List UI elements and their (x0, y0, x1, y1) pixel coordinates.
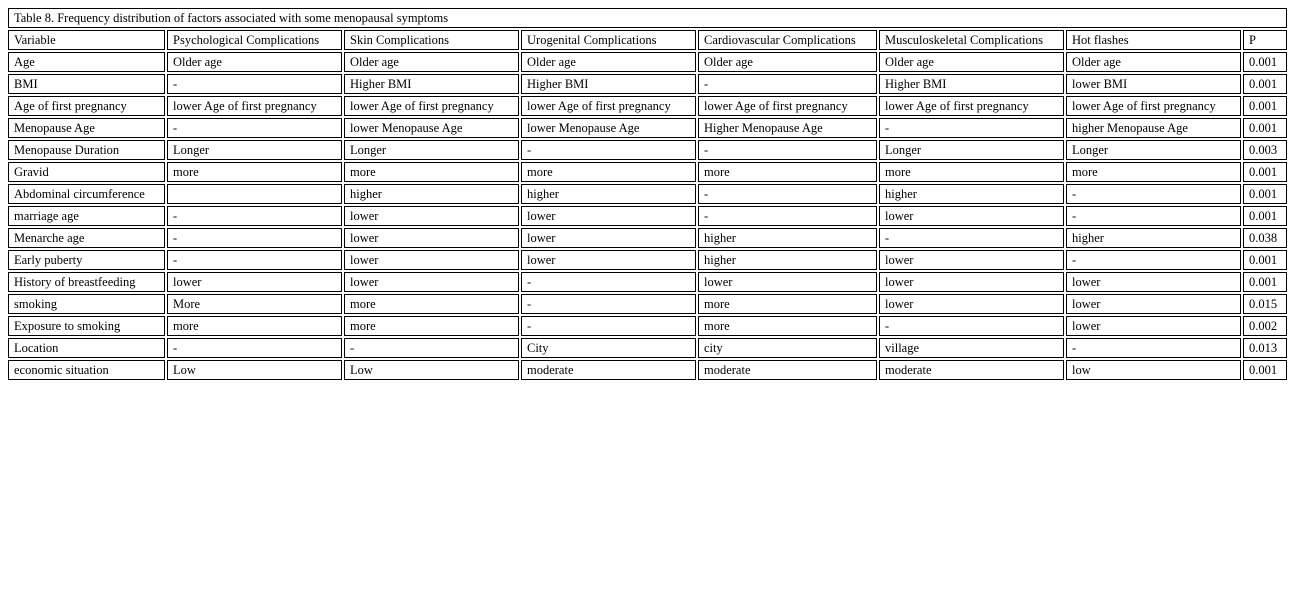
table-cell: - (521, 272, 696, 292)
table-cell: more (698, 294, 877, 314)
table-cell: - (521, 294, 696, 314)
table-row (8, 250, 1287, 270)
table-cell: - (167, 228, 342, 248)
header-cell: P (1243, 30, 1287, 50)
table-row (8, 162, 1287, 182)
p-value-cell: 0.038 (1243, 228, 1287, 248)
table-cell: Longer (879, 140, 1064, 160)
p-value-cell: 0.001 (1243, 118, 1287, 138)
table-cell: lower (521, 250, 696, 270)
p-value-cell: 0.001 (1243, 206, 1287, 226)
table-cell: higher (344, 184, 519, 204)
table-cell: higher Menopause Age (1066, 118, 1241, 138)
table-cell: lower (344, 250, 519, 270)
table-cell: Higher BMI (344, 74, 519, 94)
table-cell: Older age (1066, 52, 1241, 72)
table-cell: - (1066, 206, 1241, 226)
table-container (6, 6, 1287, 382)
row-label-cell: Early puberty (8, 250, 165, 270)
p-value-cell: 0.001 (1243, 74, 1287, 94)
table-cell: lower Age of first pregnancy (698, 96, 877, 116)
row-label-cell: Gravid (8, 162, 165, 182)
table-cell: city (698, 338, 877, 358)
p-value-cell: 0.001 (1243, 184, 1287, 204)
row-label-cell: Age (8, 52, 165, 72)
header-cell: Urogenital Complications (521, 30, 696, 50)
table-cell: Longer (344, 140, 519, 160)
table-cell: - (1066, 250, 1241, 270)
table-cell: Higher Menopause Age (698, 118, 877, 138)
table-cell: lower (1066, 316, 1241, 336)
table-cell: moderate (698, 360, 877, 380)
table-cell (167, 184, 342, 204)
table-cell: - (167, 250, 342, 270)
table-cell: lower (1066, 272, 1241, 292)
table-cell: - (879, 316, 1064, 336)
table-cell: - (879, 118, 1064, 138)
table-cell: - (167, 206, 342, 226)
table-cell: more (344, 294, 519, 314)
table-cell: lower (344, 206, 519, 226)
table-cell: lower BMI (1066, 74, 1241, 94)
table-cell: higher (1066, 228, 1241, 248)
table-cell: more (1066, 162, 1241, 182)
table-cell: higher (521, 184, 696, 204)
table-cell: more (344, 162, 519, 182)
table-cell: lower (879, 294, 1064, 314)
table-cell: - (521, 316, 696, 336)
table-cell: lower Age of first pregnancy (521, 96, 696, 116)
row-label-cell: smoking (8, 294, 165, 314)
table-cell: more (521, 162, 696, 182)
table-row (8, 140, 1287, 160)
p-value-cell: 0.001 (1243, 360, 1287, 380)
table-cell: - (879, 228, 1064, 248)
table-cell: moderate (879, 360, 1064, 380)
table-cell: - (167, 118, 342, 138)
table-row (8, 338, 1287, 358)
table-cell: lower Age of first pregnancy (344, 96, 519, 116)
table-cell: lower (879, 272, 1064, 292)
table-row (8, 272, 1287, 292)
table-cell: village (879, 338, 1064, 358)
table-cell: low (1066, 360, 1241, 380)
table-row (8, 360, 1287, 380)
table-row (8, 206, 1287, 226)
table-cell: - (698, 140, 877, 160)
table-cell: lower (167, 272, 342, 292)
table-cell: Older age (344, 52, 519, 72)
table-row (8, 184, 1287, 204)
header-cell: Skin Complications (344, 30, 519, 50)
p-value-cell: 0.001 (1243, 162, 1287, 182)
table-cell: lower (521, 228, 696, 248)
p-value-cell: 0.001 (1243, 52, 1287, 72)
p-value-cell: 0.015 (1243, 294, 1287, 314)
row-label-cell: Location (8, 338, 165, 358)
table-cell: More (167, 294, 342, 314)
table-cell: Older age (521, 52, 696, 72)
row-label-cell: Abdominal circumference (8, 184, 165, 204)
table-cell: more (167, 316, 342, 336)
row-label-cell: Age of first pregnancy (8, 96, 165, 116)
header-cell: Musculoskeletal Complications (879, 30, 1064, 50)
table-cell: Older age (698, 52, 877, 72)
p-value-cell: 0.013 (1243, 338, 1287, 358)
table-cell: Higher BMI (879, 74, 1064, 94)
table-row (8, 96, 1287, 116)
table-row (8, 228, 1287, 248)
table-cell: - (698, 206, 877, 226)
p-value-cell: 0.001 (1243, 250, 1287, 270)
header-cell: Hot flashes (1066, 30, 1241, 50)
table-cell: lower (344, 272, 519, 292)
table-cell: lower Age of first pregnancy (1066, 96, 1241, 116)
row-label-cell: Menopause Duration (8, 140, 165, 160)
table-row (8, 316, 1287, 336)
p-value-cell: 0.001 (1243, 96, 1287, 116)
table-cell: higher (879, 184, 1064, 204)
table-cell: lower (879, 206, 1064, 226)
table-cell: lower Menopause Age (521, 118, 696, 138)
table-row (8, 52, 1287, 72)
row-label-cell: BMI (8, 74, 165, 94)
table-cell: lower (1066, 294, 1241, 314)
table-cell: Longer (167, 140, 342, 160)
row-label-cell: History of breastfeeding (8, 272, 165, 292)
p-value-cell: 0.001 (1243, 272, 1287, 292)
table-cell: Higher BMI (521, 74, 696, 94)
table-cell: lower (698, 272, 877, 292)
header-cell: Variable (8, 30, 165, 50)
table-cell: - (167, 74, 342, 94)
table-cell: - (1066, 184, 1241, 204)
table-cell: more (698, 316, 877, 336)
table-cell: Older age (167, 52, 342, 72)
table-cell: higher (698, 228, 877, 248)
table-cell: Low (344, 360, 519, 380)
table-cell: Longer (1066, 140, 1241, 160)
table-cell: more (167, 162, 342, 182)
row-label-cell: economic situation (8, 360, 165, 380)
caption-row (8, 8, 1287, 28)
header-row (8, 30, 1287, 50)
table-cell: higher (698, 250, 877, 270)
table-cell: lower Age of first pregnancy (879, 96, 1064, 116)
row-label-cell: marriage age (8, 206, 165, 226)
table-cell: Low (167, 360, 342, 380)
row-label-cell: Menopause Age (8, 118, 165, 138)
table-row (8, 74, 1287, 94)
p-value-cell: 0.002 (1243, 316, 1287, 336)
table-cell: - (521, 140, 696, 160)
table-cell: - (698, 74, 877, 94)
table-cell: more (879, 162, 1064, 182)
table-cell: - (167, 338, 342, 358)
table-cell: - (344, 338, 519, 358)
header-cell: Psychological Complications (167, 30, 342, 50)
table-cell: lower (521, 206, 696, 226)
table-cell: - (1066, 338, 1241, 358)
header-cell: Cardiovascular Complications (698, 30, 877, 50)
table-cell: - (698, 184, 877, 204)
table-cell: Older age (879, 52, 1064, 72)
table-cell: more (698, 162, 877, 182)
table-caption: Table 8. Frequency distribution of factors associated with some menopausal symptoms (8, 8, 1287, 28)
table-cell: City (521, 338, 696, 358)
table-cell: lower (879, 250, 1064, 270)
table-cell: lower (344, 228, 519, 248)
row-label-cell: Menarche age (8, 228, 165, 248)
table-cell: moderate (521, 360, 696, 380)
table-row (8, 118, 1287, 138)
table-cell: lower Menopause Age (344, 118, 519, 138)
frequency-table (6, 6, 1289, 382)
table-row (8, 294, 1287, 314)
table-cell: more (344, 316, 519, 336)
p-value-cell: 0.003 (1243, 140, 1287, 160)
table-cell: lower Age of first pregnancy (167, 96, 342, 116)
row-label-cell: Exposure to smoking (8, 316, 165, 336)
